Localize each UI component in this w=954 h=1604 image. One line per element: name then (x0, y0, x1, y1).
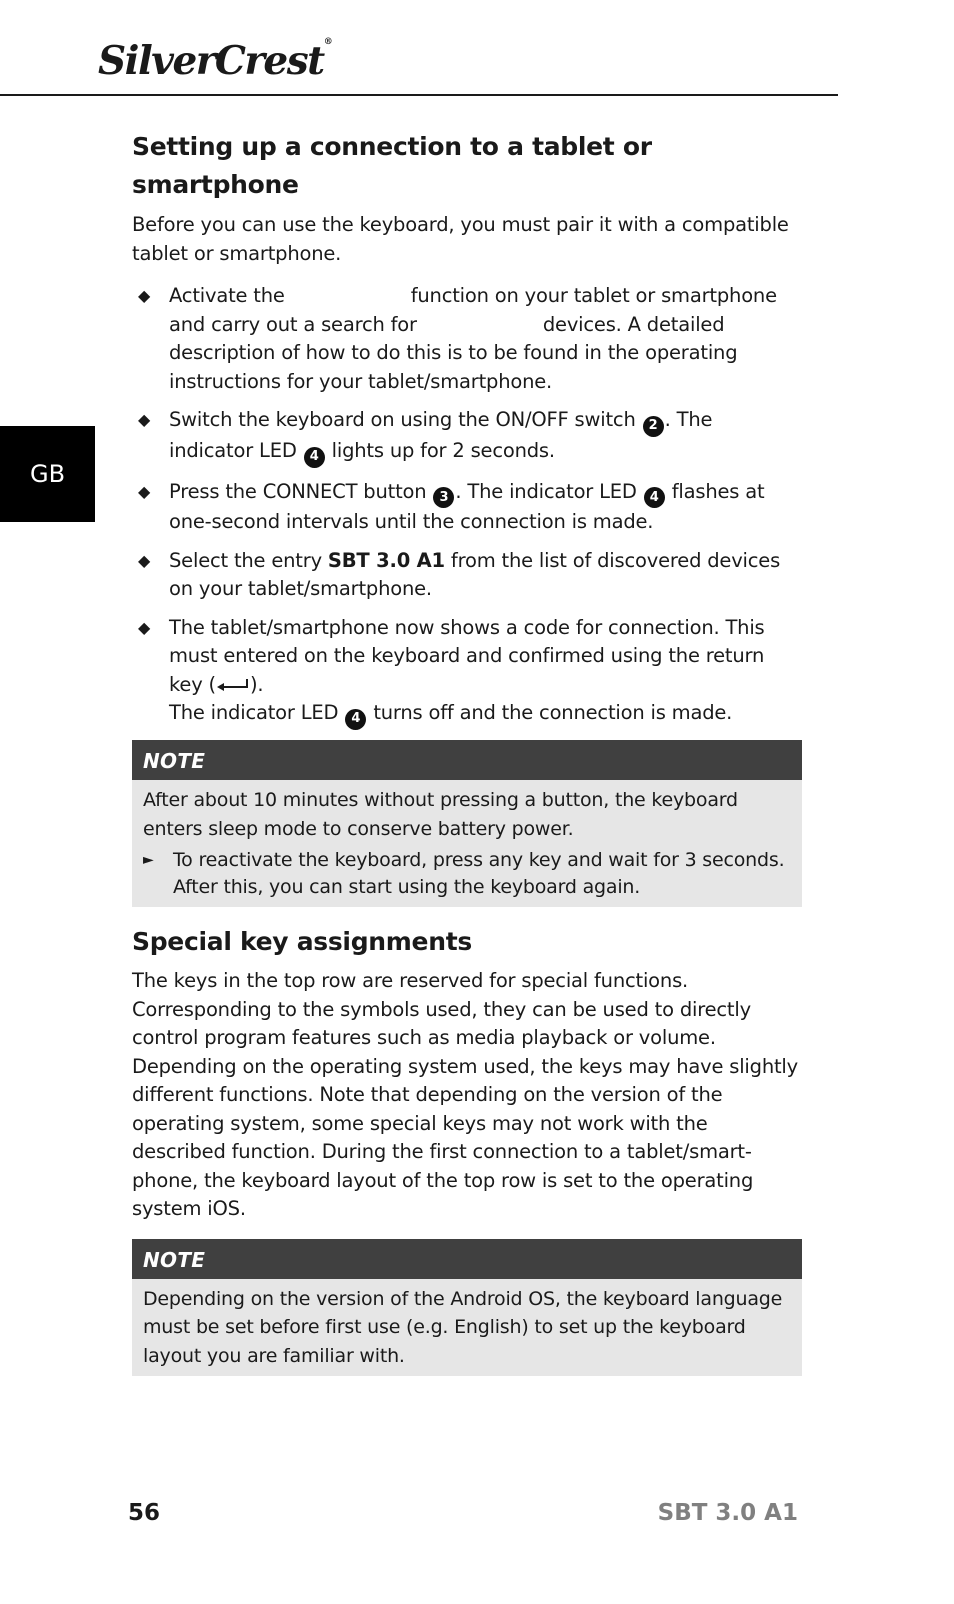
footer-model: SBT 3.0 A1 (657, 1500, 798, 1526)
callout-number: 4 (304, 447, 325, 468)
brand-logo: SilverCrest® (98, 37, 333, 84)
section-title-special-keys: Special key assignments (132, 927, 472, 956)
note-box (132, 1239, 802, 1377)
note-text: After about 10 minutes without pressing a button, the keyboard enters sleep mode to conserve battery power. (143, 789, 738, 840)
diamond-bullet-icon: ◆ (138, 410, 151, 429)
triangle-arrow-icon: ► (143, 852, 154, 868)
list-item: ◆ Select the entry SBT 3.0 A1 from the list of discovered devices on your tablet/smartphone. (138, 548, 781, 601)
section-title-connection: Setting up a connection to a tablet or smartphone (132, 132, 652, 199)
callout-number: 4 (345, 709, 366, 730)
list-item: ◆ Switch the keyboard on using the ON/OFF switch 2 . The indicator LED 4 lights up for 2 seconds. (132, 406, 802, 468)
note-label: NOTE (132, 1239, 802, 1279)
special-keys-text: The keys in the top row are reserved for special functions. Corresponding to the symbols used, they can be used to directly control program features such as media playback or volume. Depending on the operating system used, the keys may have slightly different functions. Note that depending on the version of the operating system, some special keys may not work with the described function. During the first connection to a tablet/smart-phone, the keyboard layout of the top row is set to the operating system iOS. (132, 969, 798, 1220)
diamond-bullet-icon: ◆ (138, 550, 151, 570)
diamond-bullet-icon: ◆ (138, 617, 151, 637)
callout-number: 2 (643, 416, 664, 437)
connection-steps (132, 282, 802, 730)
connection-intro: Before you can use the keyboard, you must pair it with a compatible tablet or smartphone. (132, 213, 789, 265)
page-content (132, 128, 802, 1376)
diamond-bullet-icon: ◆ (138, 481, 151, 501)
list-item: ◆ Press the CONNECT button 3 . The indicator LED 4 flashes at one-second intervals until the connection is made. (138, 479, 765, 534)
header-divider (0, 94, 838, 96)
language-tab: GB (0, 426, 95, 522)
callout-number: 4 (644, 487, 665, 508)
registered-mark: ® (323, 37, 333, 47)
page-number: 56 (128, 1500, 161, 1526)
callout-number: 3 (433, 487, 454, 508)
return-key-icon (216, 678, 250, 692)
note-box (132, 740, 802, 907)
note-label: NOTE (132, 740, 802, 780)
list-item: ◆ The tablet/smartphone now shows a code for connection. This must entered on the keyboard and confirmed using the return key ( ). The indicator LED 4 turns off and the connection is made. (132, 614, 802, 730)
model-name: SBT 3.0 A1 (327, 548, 445, 572)
diamond-bullet-icon: ◆ (138, 286, 151, 305)
note-action: ► To reactivate the keyboard, press any key and wait for 3 seconds. After this, you can start using the keyboard again. (143, 849, 785, 898)
list-item: ◆ Activate the function on your tablet or smartphone and carry out a search for devices. A detailed description of how to do this is to be found in the operating instructions for your tablet/smartphone. (138, 284, 777, 393)
note-text: Depending on the version of the Android OS, the keyboard language must be set before first use (e.g. English) to set up the keyboard layout you are familiar with. (143, 1287, 783, 1367)
